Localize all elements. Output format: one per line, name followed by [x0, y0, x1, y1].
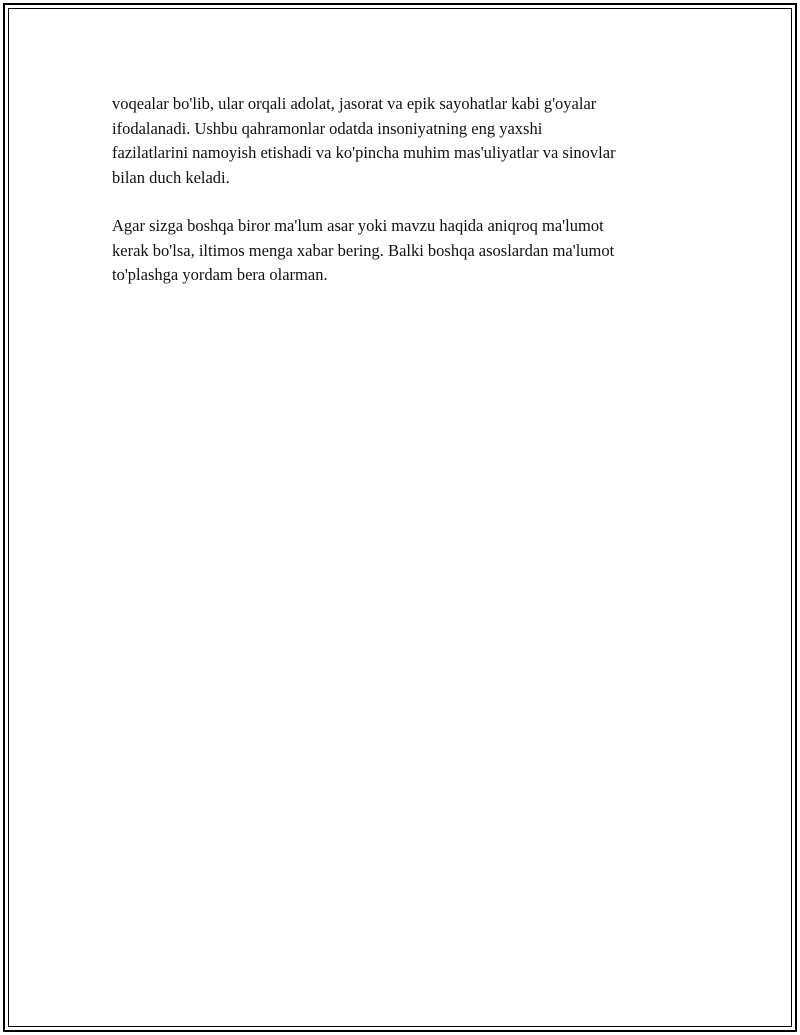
paragraph-1: [112, 92, 692, 190]
text-line: Agar sizga boshqa biror ma'lum asar yoki mavzu haqida aniqroq ma'lumot: [112, 216, 604, 235]
paragraph-2: [112, 214, 692, 288]
text-line: kerak bo'lsa, iltimos menga xabar bering. Balki boshqa asoslardan ma'lumot: [112, 240, 615, 260]
document-body: [112, 92, 692, 312]
text-line: ifodalanadi. Ushbu qahramonlar odatda insoniyatning eng yaxshi: [112, 118, 543, 138]
text-line: to'plashga yordam bera olarman.: [112, 265, 328, 284]
text-line: voqealar bo'lib, ular orqali adolat, jasorat va epik sayohatlar kabi g'oyalar: [112, 94, 597, 113]
text-line: bilan duch keladi.: [112, 167, 230, 187]
text-line: fazilatlarini namoyish etishadi va ko'pincha muhim mas'uliyatlar va sinovlar: [112, 143, 616, 162]
